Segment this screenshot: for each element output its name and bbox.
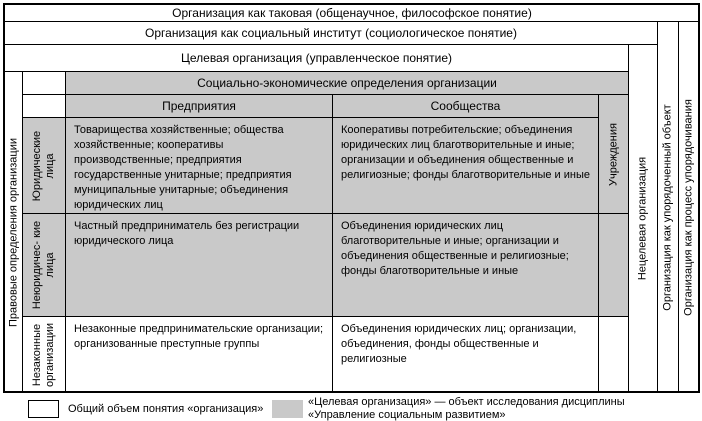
institutions-empty-cell-bottom xyxy=(598,316,629,393)
column-organization-as-ordering-process xyxy=(678,21,700,393)
cell-legal-enterprises: Товарищества хозяйственные; общества хозяйственные; кооперативы производственные; предприятия государственные унитарные; предприятия муниципальные унитарные; объединения юридических лиц xyxy=(65,117,333,214)
legend-white-label: Общий объем понятия «организация» xyxy=(68,403,264,415)
cell-illegal-communities: Объединения юридических лиц; организации, объединения, фонды общественные и религиозные xyxy=(332,316,599,393)
level-organization-as-such: Организация как таковая (общенаучное, философское понятие) xyxy=(4,4,700,22)
cell-nonlegal-enterprises: Частный предприниматель без регистрации юридического лица xyxy=(65,213,333,317)
socio-economic-definitions-header: Социально-экономические определения организации xyxy=(65,71,629,95)
illegal-organizations-label: Незаконные организации xyxy=(31,322,56,387)
institutions-label: Учреждения xyxy=(607,122,619,186)
legend-white-swatch xyxy=(28,400,59,418)
empty-corner-cell xyxy=(22,71,66,95)
row-label-legal-entities xyxy=(22,117,66,214)
column-header-institutions xyxy=(598,94,629,214)
column-header-communities: Сообщества xyxy=(332,94,599,118)
organization-as-ordered-object-label: Организация как упорядоченный объект xyxy=(661,103,674,311)
non-target-organization-label: Нецелевая организация xyxy=(636,156,649,281)
legend-gray-label: «Целевая организация» — объект исследования дисциплины «Управление социальным развитием» xyxy=(308,396,625,421)
row-label-illegal-organizations xyxy=(22,316,66,393)
cell-nonlegal-communities: Объединения юридических лиц благотворительные и иные; организации и объединения общественные и религиозные; фонды благотворительные и иные xyxy=(332,213,599,317)
cell-illegal-enterprises: Незаконные предпринимательские организации; организованные преступные группы xyxy=(65,316,333,393)
institutions-empty-cell-mid xyxy=(598,213,629,317)
cell-legal-communities: Кооперативы потребительские; объединения юридических лиц благотворительные и иные; организации и объединения общественные и религиозные; фонды благотворительные и иные xyxy=(332,117,599,214)
column-non-target-organization xyxy=(628,44,658,393)
legal-definitions-label: Правовые определения организации xyxy=(7,137,19,327)
legal-entities-label: Юридические лица xyxy=(31,130,56,201)
legend-gray-swatch xyxy=(272,400,303,418)
level-target-organization: Целевая организация (управленческое понятие) xyxy=(4,44,629,72)
organization-as-ordering-process-label: Организация как процесс упорядочивания xyxy=(682,98,695,316)
column-legal-definitions xyxy=(4,71,23,393)
level-social-institute: Организация как социальный институт (социологическое понятие) xyxy=(4,21,658,45)
column-organization-as-ordered-object xyxy=(657,21,679,393)
column-header-enterprises: Предприятия xyxy=(65,94,333,118)
row-label-non-legal-entities xyxy=(22,213,66,317)
non-legal-entities-label: Неюридичес- кие лица xyxy=(31,220,56,310)
